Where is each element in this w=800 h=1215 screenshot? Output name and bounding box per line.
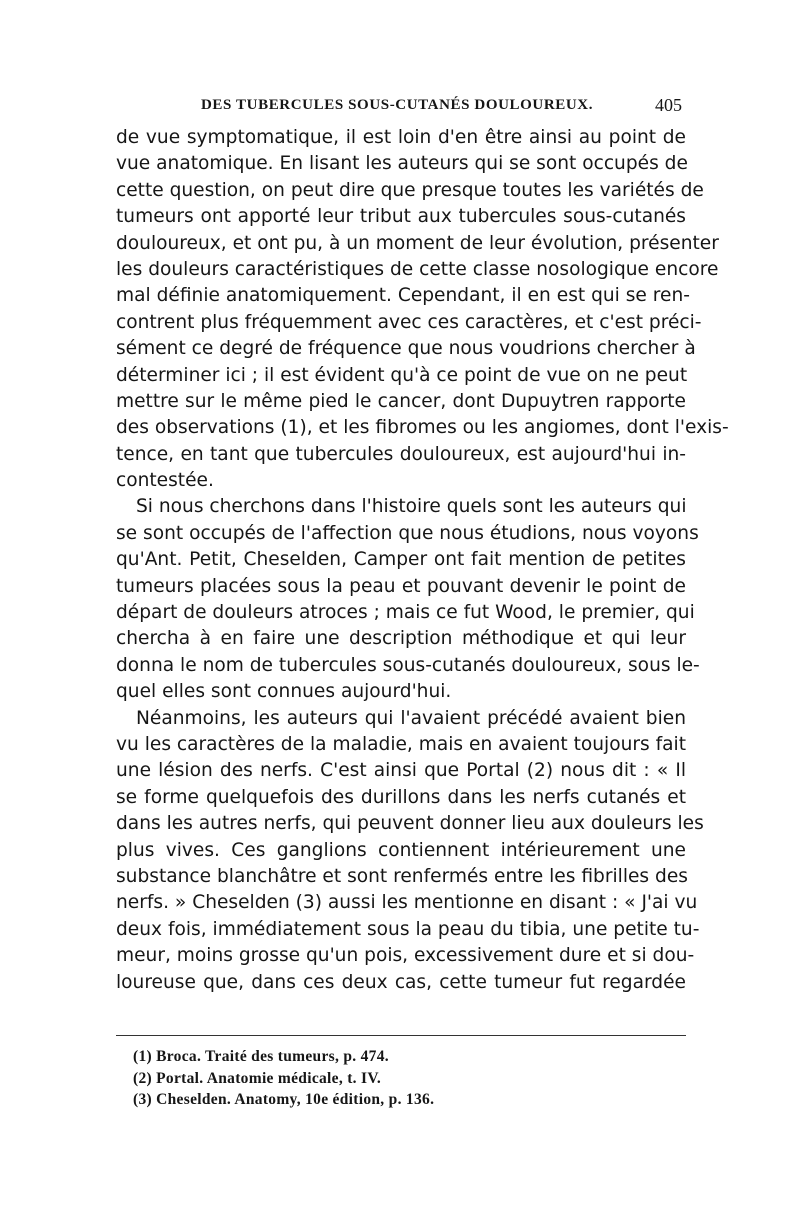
text-line: Si nous cherchons dans l'histoire quels sont les auteurs qui bbox=[136, 496, 687, 518]
footnote: (3) Cheselden. Anatomy, 10e édition, p. 136. bbox=[133, 1091, 435, 1108]
text-line: douloureux, et ont pu, à un moment de leur évolution, présenter bbox=[116, 232, 719, 254]
footnote: (1) Broca. Traité des tumeurs, p. 474. bbox=[133, 1048, 389, 1065]
text-line: tence, en tant que tubercules douloureux, est aujourd'hui in- bbox=[116, 443, 686, 465]
text-line: les douleurs caractéristiques de cette classe nosologique encore bbox=[116, 258, 719, 280]
running-title: DES TUBERCULES SOUS-CUTANÉS DOULOUREUX. bbox=[201, 97, 594, 113]
footnote: (2) Portal. Anatomie médicale, t. IV. bbox=[133, 1069, 382, 1087]
text-line: de vue symptomatique, il est loin d'en être ainsi au point de bbox=[116, 127, 686, 148]
text-line: départ de douleurs atroces ; mais ce fut Wood, le premier, qui bbox=[116, 602, 695, 624]
text-line: contestée. bbox=[116, 470, 214, 492]
text-line: déterminer ici ; il est évident qu'à ce point de vue on ne peut bbox=[116, 364, 688, 386]
text-line: meur, moins grosse qu'un pois, excessivement dure et si dou- bbox=[116, 945, 695, 967]
text-line: des observations (1), et les fibromes ou les angiomes, dont l'exis- bbox=[116, 417, 729, 439]
text-line: qu'Ant. Petit, Cheselden, Camper ont fait mention de petites bbox=[116, 549, 686, 571]
footnotes bbox=[133, 1046, 653, 1111]
text-line: tumeurs placées sous la peau et pouvant devenir le point de bbox=[116, 575, 686, 597]
text-line: tumeurs ont apporté leur tribut aux tubercules sous-cutanés bbox=[116, 206, 686, 228]
text-line: deux fois, immédiatement sous la peau du tibia, une petite tu- bbox=[116, 918, 700, 940]
text-line: donna le nom de tubercules sous-cutanés douloureux, sous le- bbox=[116, 654, 700, 676]
text-line: cette question, on peut dire que presque toutes les variétés de bbox=[116, 179, 704, 201]
page-header bbox=[116, 95, 686, 119]
text-line: se sont occupés de l'affection que nous étudions, nous voyons bbox=[116, 522, 699, 544]
page-number: 405 bbox=[655, 95, 682, 115]
text-line: sément ce degré de fréquence que nous voudrions chercher à bbox=[116, 338, 696, 360]
text-line: se forme quelquefois des durillons dans les nerfs cutanés et bbox=[116, 786, 686, 808]
footnote-divider bbox=[116, 1035, 686, 1036]
text-line: dans les autres nerfs, qui peuvent donner lieu aux douleurs les bbox=[116, 813, 704, 835]
text-line: contrent plus fréquemment avec ces caractères, et c'est préci- bbox=[116, 311, 702, 333]
text-line: chercha à en faire une description méthodique et qui leur bbox=[116, 628, 686, 650]
body-text bbox=[116, 125, 729, 996]
text-line: Néanmoins, les auteurs qui l'avaient précédé avaient bien bbox=[136, 707, 686, 729]
text-line: loureuse que, dans ces deux cas, cette tumeur fut regardée bbox=[116, 971, 686, 993]
text-line: substance blanchâtre et sont renfermés entre les fibrilles des bbox=[116, 865, 688, 887]
text-line: quel elles sont connues aujourd'hui. bbox=[116, 681, 452, 703]
text-line: une lésion des nerfs. C'est ainsi que Portal (2) nous dit : « Il bbox=[116, 760, 686, 782]
text-line: nerfs. » Cheselden (3) aussi les mentionne en disant : « J'ai vu bbox=[116, 892, 698, 914]
text-line: vue anatomique. En lisant les auteurs qui se sont occupés de bbox=[116, 153, 688, 175]
text-line: vu les caractères de la maladie, mais en avaient toujours fait bbox=[116, 733, 686, 755]
text-line: plus vives. Ces ganglions contiennent intérieurement une bbox=[116, 839, 686, 861]
text-line: mal définie anatomiquement. Cependant, il en est qui se ren- bbox=[116, 285, 690, 307]
text-line: mettre sur le même pied le cancer, dont Dupuytren rapporte bbox=[116, 390, 686, 412]
